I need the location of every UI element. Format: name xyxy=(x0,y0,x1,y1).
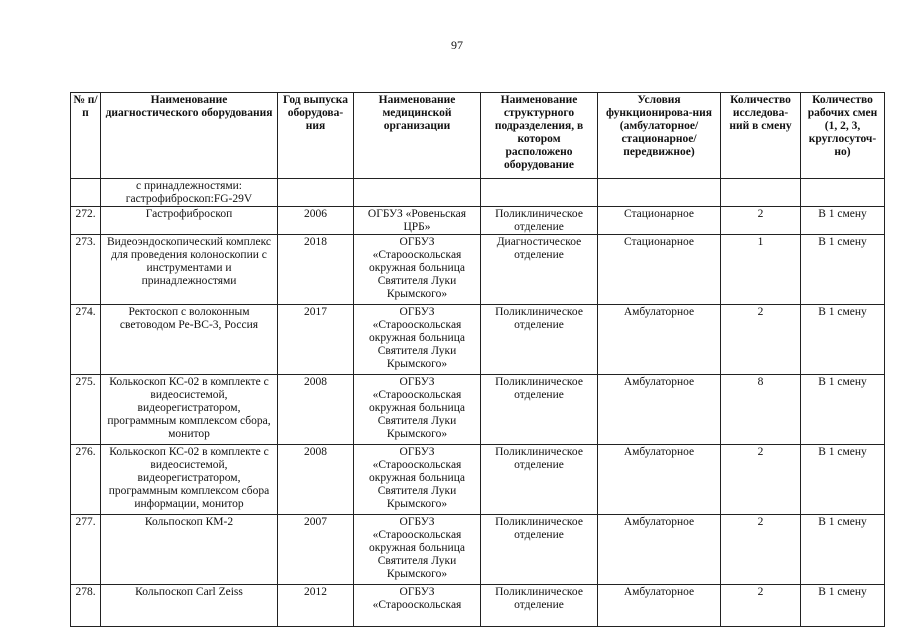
cell-num: 273. xyxy=(71,235,101,305)
cell-shifts: В 1 смену xyxy=(801,305,885,375)
cell-count: 2 xyxy=(721,515,801,585)
cell-shifts xyxy=(801,179,885,207)
header-equipment: Наименование диагностического оборудования xyxy=(101,93,278,179)
table-row xyxy=(71,305,885,375)
header-num: № п/п xyxy=(71,93,101,179)
cell-dept: Диагностическое отделение xyxy=(481,235,598,305)
header-conditions: Условия функционирова-ния (амбулаторное/ стационарное/ передвижное) xyxy=(598,93,721,179)
cell-dept: Поликлиническое отделение xyxy=(481,375,598,445)
cell-count: 1 xyxy=(721,235,801,305)
cell-dept: Поликлиническое отделение xyxy=(481,305,598,375)
cell-num: 274. xyxy=(71,305,101,375)
cell-num: 277. xyxy=(71,515,101,585)
cell-count: 2 xyxy=(721,305,801,375)
cell-dept xyxy=(481,179,598,207)
cell-shifts: В 1 смену xyxy=(801,207,885,235)
table-row xyxy=(71,445,885,515)
table-header-row xyxy=(71,93,885,179)
header-count: Количество исследова-ний в смену xyxy=(721,93,801,179)
cell-year: 2007 xyxy=(278,515,354,585)
cell-year: 2006 xyxy=(278,207,354,235)
cell-org xyxy=(354,179,481,207)
cell-equipment: Видеоэндоскопический комплекс для проведения колоноскопии с инструментами и принадлежностями xyxy=(101,235,278,305)
cell-dept: Поликлиническое отделение xyxy=(481,585,598,627)
cell-equipment: Ректоскоп с волоконным световодом Ре-ВС-3, Россия xyxy=(101,305,278,375)
header-year: Год выпуска оборудова-ния xyxy=(278,93,354,179)
cell-year: 2012 xyxy=(278,585,354,627)
cell-count: 8 xyxy=(721,375,801,445)
cell-year: 2017 xyxy=(278,305,354,375)
header-shifts: Количество рабочих смен (1, 2, 3, круглосуточ-но) xyxy=(801,93,885,179)
cell-num: 276. xyxy=(71,445,101,515)
cell-dept: Поликлиническое отделение xyxy=(481,515,598,585)
table-row-continuation xyxy=(71,179,885,207)
cell-org: ОГБУЗ «Старооскольская xyxy=(354,585,481,627)
table-row xyxy=(71,235,885,305)
cell-equipment: Кольпоскоп КМ-2 xyxy=(101,515,278,585)
cell-conditions: Амбулаторное xyxy=(598,445,721,515)
cell-dept: Поликлиническое отделение xyxy=(481,207,598,235)
cell-shifts: В 1 смену xyxy=(801,515,885,585)
cell-conditions xyxy=(598,179,721,207)
cell-equipment: Колькоскоп КС-02 в комплекте с видеосистемой, видеорегистратором, программным комплексом сбора информации, монитор xyxy=(101,445,278,515)
cell-dept: Поликлиническое отделение xyxy=(481,445,598,515)
header-org: Наименование медицинской организации xyxy=(354,93,481,179)
cell-org: ОГБУЗ «Старооскольская окружная больница Святителя Луки Крымского» xyxy=(354,375,481,445)
equipment-table xyxy=(70,92,885,627)
cell-count: 2 xyxy=(721,445,801,515)
cell-conditions: Стационарное xyxy=(598,235,721,305)
cell-equipment: Гастрофиброскоп xyxy=(101,207,278,235)
cell-conditions: Амбулаторное xyxy=(598,375,721,445)
cell-conditions: Амбулаторное xyxy=(598,585,721,627)
cell-org: ОГБУЗ «Старооскольская окружная больница Святителя Луки Крымского» xyxy=(354,445,481,515)
table-row xyxy=(71,515,885,585)
cell-equipment: Колькоскоп КС-02 в комплекте с видеосистемой, видеорегистратором, программным комплексом сбора, монитор xyxy=(101,375,278,445)
cell-conditions: Амбулаторное xyxy=(598,515,721,585)
table-row xyxy=(71,585,885,627)
cell-org: ОГБУЗ «Старооскольская окружная больница Святителя Луки Крымского» xyxy=(354,305,481,375)
cell-org: ОГБУЗ «Ровеньская ЦРБ» xyxy=(354,207,481,235)
cell-year xyxy=(278,179,354,207)
cell-equipment: с принадлежностями: гастрофиброскоп:FG-29V xyxy=(101,179,278,207)
cell-num xyxy=(71,179,101,207)
cell-count: 2 xyxy=(721,207,801,235)
cell-num: 272. xyxy=(71,207,101,235)
cell-year: 2008 xyxy=(278,375,354,445)
header-dept: Наименование структурного подразделения, в котором расположено оборудование xyxy=(481,93,598,179)
cell-org: ОГБУЗ «Старооскольская окружная больница Святителя Луки Крымского» xyxy=(354,235,481,305)
cell-num: 278. xyxy=(71,585,101,627)
cell-count: 2 xyxy=(721,585,801,627)
cell-shifts: В 1 смену xyxy=(801,235,885,305)
cell-conditions: Стационарное xyxy=(598,207,721,235)
cell-org: ОГБУЗ «Старооскольская окружная больница Святителя Луки Крымского» xyxy=(354,515,481,585)
cell-shifts: В 1 смену xyxy=(801,375,885,445)
table-row xyxy=(71,375,885,445)
cell-year: 2008 xyxy=(278,445,354,515)
page-number: 97 xyxy=(451,38,463,52)
table-row xyxy=(71,207,885,235)
cell-count xyxy=(721,179,801,207)
cell-num: 275. xyxy=(71,375,101,445)
cell-shifts: В 1 смену xyxy=(801,585,885,627)
cell-equipment: Кольпоскоп Carl Zeiss xyxy=(101,585,278,627)
cell-year: 2018 xyxy=(278,235,354,305)
cell-shifts: В 1 смену xyxy=(801,445,885,515)
cell-conditions: Амбулаторное xyxy=(598,305,721,375)
